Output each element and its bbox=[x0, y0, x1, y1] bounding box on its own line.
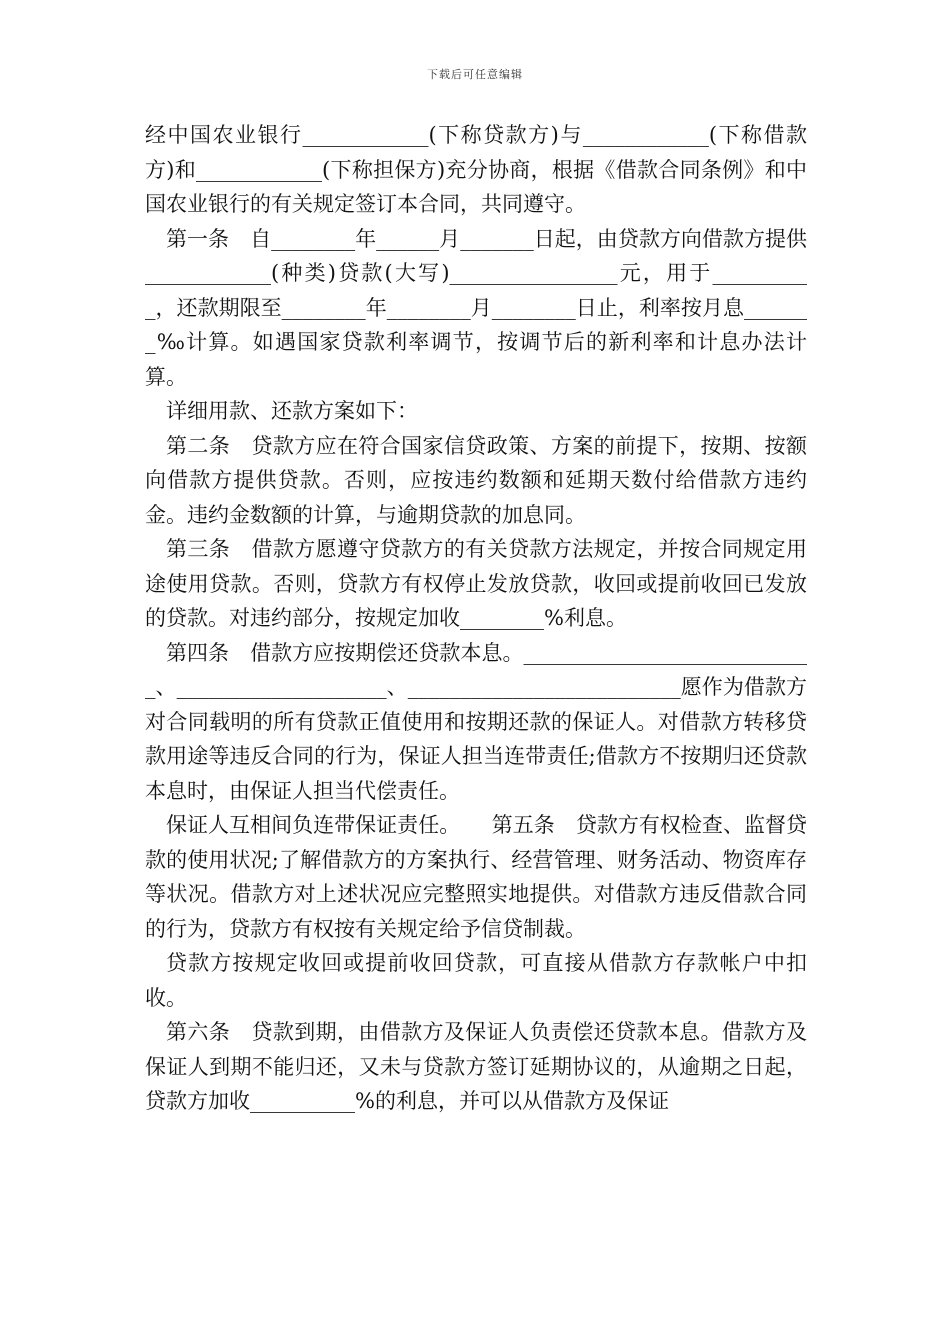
paragraph-article-3: 第三条 借款方愿遵守贷款方的有关贷款方法规定，并按合同规定用途使用贷款。否则，贷款方有权停止发放贷款，收回或提前收回已发放的贷款。对违约部分，按规定加收________%利息。 bbox=[145, 537, 807, 630]
page-header: 下载后可任意编辑 bbox=[427, 68, 523, 81]
paragraph-deduction: 贷款方按规定收回或提前收回贷款，可直接从借款方存款帐户中扣收。 bbox=[145, 951, 807, 1010]
paragraph-article-6: 第六条 贷款到期，由借款方及保证人负责偿还贷款本息。借款方及保证人到期不能归还，又未与贷款方签订延期协议的，从逾期之日起，贷款方加收__________%的利息，并可以从借款方及保证 bbox=[145, 1020, 807, 1113]
paragraph-intro: 经中国农业银行____________(下称贷款方)与____________(下称借款方)和____________(下称担保方)充分协商，根据《借款合同条例》和中国农业银行的有关规定签订本合同，共同遵守。 bbox=[145, 123, 807, 216]
contract-body bbox=[145, 118, 807, 1119]
paragraph-article-2: 第二条 贷款方应在符合国家信贷政策、方案的前提下，按期、按额向借款方提供贷款。否则，应按违约数额和延期天数付给借款方违约金。违约金数额的计算，与逾期贷款的加息同。 bbox=[145, 433, 807, 527]
paragraph-article-1: 第一条 自________年______月_______日起，由贷款方向借款方提供____________(种类)贷款(大写)________________元，用于__________，还款期限至________年________月________日止，利率按月息_______‰计算。如遇国家贷款利率调节，按调节后的新利率和计息办法计算。 bbox=[145, 226, 807, 389]
paragraph-article-4: 第四条 借款方应按期偿还贷款本息。____________________________、____________________、__________________________愿作为借款方对合同载明的所有贷款正值使用和按期还款的保证人。对借款方转移贷款用途等违反合同的行为，保证人担当连带责任;借款方不按期归还贷款本息时，由保证人担当代偿责任。 bbox=[145, 640, 807, 803]
paragraph-plan-note: 详细用款、还款方案如下： bbox=[166, 399, 418, 423]
paragraph-article-5: 保证人互相间负连带保证责任。 第五条 贷款方有权检查、监督贷款的使用状况;了解借款方的方案执行、经营管理、财务活动、物资库存等状况。借款方对上述状况应完整照实地提供。对借款方违反借款合同的行为，贷款方有权按有关规定给予信贷制裁。 bbox=[145, 813, 807, 941]
